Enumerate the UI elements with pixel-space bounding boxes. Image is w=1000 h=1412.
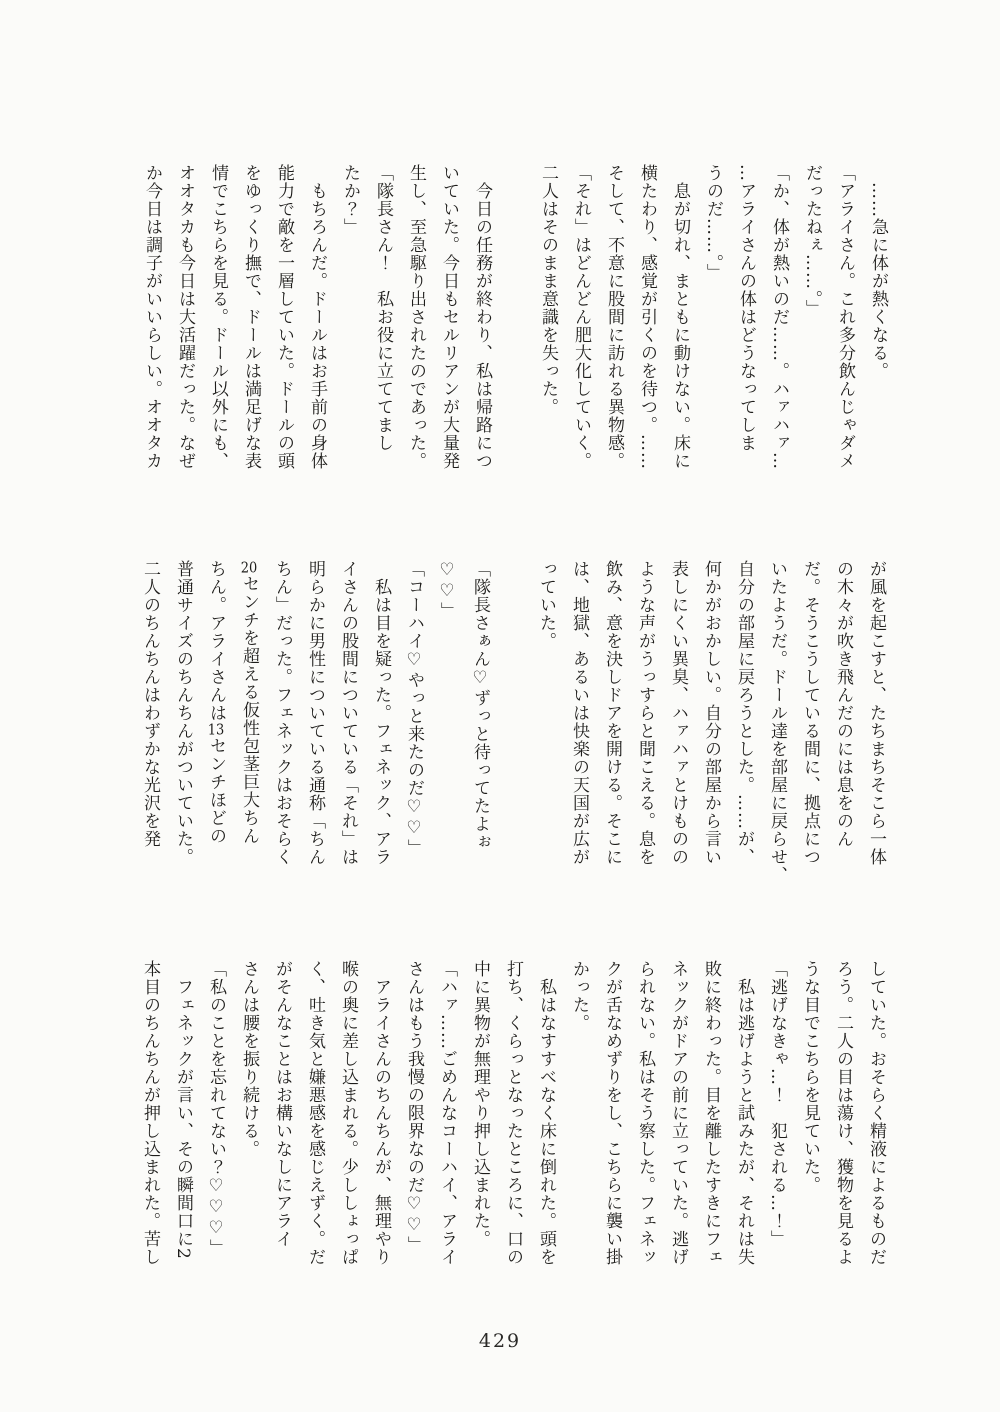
- text-column: アライさんのちんちんが、無理やり: [371, 960, 391, 1266]
- text-column: そして、不意に股間に訪れる異物感。: [604, 164, 624, 470]
- text-column: 「か、体が熱いのだ……。ハァハァ…: [769, 164, 789, 470]
- text-column: 「私のことを忘れてない？♡♡♡」: [206, 960, 226, 1257]
- text-column: 本目のちんちんが押し込まれた。苦し: [140, 960, 160, 1266]
- text-column: がそんなことはお構いなしにアライ: [272, 960, 292, 1248]
- text-column: だったねぇ……。」: [802, 164, 822, 318]
- text-column: していた。おそらく精液によるものだ: [866, 960, 886, 1266]
- text-column: ♡♡」: [437, 560, 457, 620]
- text-column: 横たわり、感覚が引くのを待つ。……: [637, 164, 657, 470]
- text-column: は、地獄、あるいは快楽の天国が広が: [569, 560, 589, 866]
- text-band-top: [135, 164, 894, 504]
- text-column: 生し、至急駆り出されたのであった。: [406, 164, 426, 470]
- text-column: をゆっくり撫で、ドールは満足げな表: [241, 164, 261, 470]
- text-column: 表しにくい異臭、ハァハァとけものの: [668, 560, 688, 866]
- text-column: 「ハァ……ごめんなコーハイ、アライ: [437, 960, 457, 1266]
- text-column: か今日は調子がいいらしい。オオタカ: [142, 164, 162, 470]
- text-column: 「隊長さん！ 私お役に立ててまし: [373, 164, 393, 452]
- text-column: 自分の部屋に戻ろうとした。……が、: [734, 560, 754, 866]
- text-band-middle: [133, 560, 892, 900]
- text-column: が風を起こすと、たちまちそこら一体: [866, 560, 886, 866]
- text-column: ネックがドアの前に立っていた。逃げ: [668, 960, 688, 1266]
- text-column: うな目でこちらを見ていた。: [800, 960, 820, 1194]
- text-column: 二人のちんちんはわずかな光沢を発: [140, 560, 160, 848]
- text-column: 「コーハイ♡やっと来たのだ♡♡」: [404, 560, 424, 857]
- text-column: 「隊長さぁん♡ずっと待ってたよぉ: [470, 560, 490, 851]
- text-column: 中に異物が無理やり押し込まれた。: [470, 960, 490, 1248]
- text-column: たか？」: [340, 164, 360, 236]
- text-column: 「アライさん。これ多分飲んじゃダメ: [835, 164, 855, 470]
- text-column: く、吐き気と嫌悪感を感じえずく。だ: [305, 960, 325, 1266]
- text-column: ような声がうっすらと聞こえる。息を: [635, 560, 655, 866]
- text-column: だ。そうこうしている間に、拠点につ: [800, 560, 820, 866]
- text-column: 私は逃げようと試みたが、それは失: [734, 960, 754, 1266]
- text-column: 「それ」はどんどん肥大化していく。: [571, 164, 591, 470]
- text-column: イさんの股間についている「それ」は: [338, 560, 358, 866]
- text-column: クが舌なめずりをし、こちらに襲い掛: [602, 960, 622, 1266]
- text-column: 明らかに男性についている通称「ちん: [305, 560, 325, 866]
- text-column: 能力で敵を一層していた。ドールの頭: [274, 164, 294, 470]
- page-number: 429: [478, 1330, 522, 1352]
- text-column: ろう。二人の目は蕩け、獲物を見るよ: [833, 960, 853, 1266]
- text-column: さんは腰を振り続ける。: [239, 960, 259, 1158]
- text-column: 普通サイズのちんちんがついていた。: [173, 560, 193, 866]
- text-column: いていた。今日もセルリアンが大量発: [439, 164, 459, 470]
- text-column: 何かがおかしい。自分の部屋から言い: [701, 560, 721, 866]
- text-column: …アライさんの体はどうなってしま: [736, 164, 756, 452]
- text-column: 敗に終わった。目を離したすきにフェ: [701, 960, 721, 1266]
- text-column: オオタカも今日は大活躍だった。なぜ: [175, 164, 195, 470]
- text-column: もちろんだ。ドールはお手前の身体: [307, 164, 327, 470]
- text-column: 私は目を疑った。フェネック、アラ: [371, 560, 391, 866]
- text-column: ちん」だった。フェネックはおそらく: [272, 560, 292, 866]
- text-column: 情でこちらを見る。ドール以外にも、: [208, 164, 228, 470]
- tatechuyoko-number: 13: [207, 722, 225, 737]
- text-column: 打ち、くらっとなったところに、口の: [503, 960, 523, 1266]
- text-column: ちん。アライさんは13センチほどの: [206, 560, 226, 845]
- text-column: られない。私はそう察した。フェネッ: [635, 960, 655, 1266]
- text-column: フェネックが言い、その瞬間口に2: [173, 960, 193, 1260]
- text-column: 二人はそのまま意識を失った。: [538, 164, 558, 416]
- text-column: っていた。: [536, 560, 556, 650]
- text-column: 息が切れ、まともに動けない。床に: [670, 164, 690, 470]
- text-column: うのだ……。」: [703, 164, 723, 282]
- text-column: かった。: [569, 960, 589, 1032]
- text-column: いたようだ。ドール達を部屋に戻らせ、: [767, 560, 787, 884]
- text-column: さんはもう我慢の限界なのだ♡♡」: [404, 960, 424, 1254]
- text-column: 喉の奥に差し込まれる。少ししょっぱ: [338, 960, 358, 1266]
- text-column: 飲み、意を決しドアを開ける。そこに: [602, 560, 622, 866]
- text-column: 「逃げなきゃ…！ 犯される…！」: [767, 960, 787, 1248]
- text-column: ……急に体が熱くなる。: [868, 164, 888, 380]
- text-column: 今日の任務が終わり、私は帰路につ: [472, 164, 492, 470]
- text-column: 私はなすすべなく床に倒れた。頭を: [536, 960, 556, 1266]
- text-column: 20センチを超える仮性包茎巨大ちん: [239, 560, 259, 845]
- text-column: の木々が吹き飛んだのには息をのん: [833, 560, 853, 848]
- text-band-bottom: [133, 960, 892, 1300]
- tatechuyoko-number: 20: [240, 560, 258, 575]
